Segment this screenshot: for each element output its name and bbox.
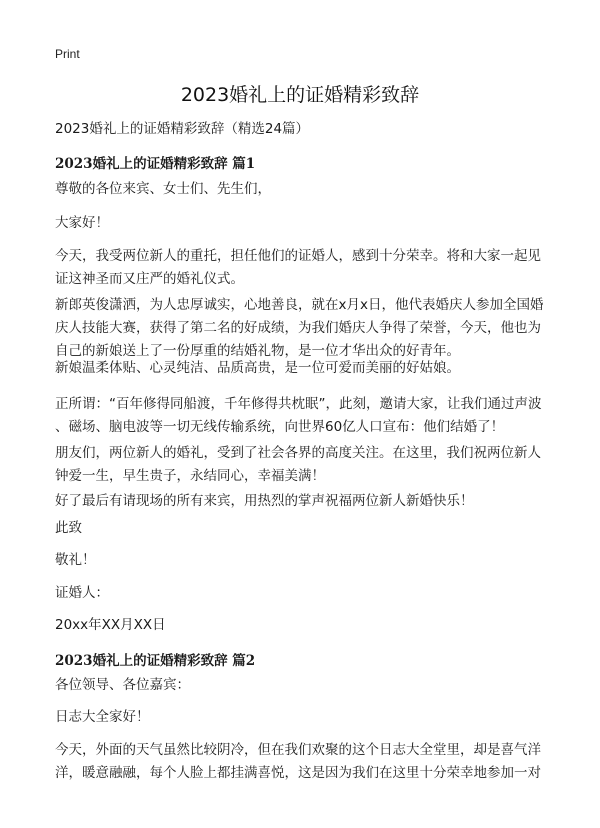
paragraph-line: 庆人技能大赛，获得了第二名的好成绩，为我们婚庆人争得了荣誉，今天，他也为: [55, 320, 541, 336]
paragraph-line: 新娘温柔体贴、心灵纯洁、品质高贵，是一位可爱而美丽的好姑娘。: [55, 360, 460, 376]
hello-line: 日志大全家好！: [55, 709, 150, 725]
print-link[interactable]: Print: [55, 47, 80, 61]
paragraph-line: 、磁场、脑电波等一切无线传输系统，向世界60亿人口宣布：他们结婚了！: [55, 419, 505, 435]
closing-line: 敬礼！: [55, 552, 96, 568]
hello-line: 大家好！: [55, 215, 109, 231]
paragraph-line: 今天，外面的天气虽然比较阴冷，但在我们欢聚的这个日志大全堂里，却是喜气洋: [55, 742, 541, 758]
paragraph-line: 洋，暖意融融，每个人脸上都挂满喜悦，这是因为我们在这里十分荣幸地参加一对: [55, 765, 541, 781]
paragraph-line: 朋友们，两位新人的婚礼，受到了社会各界的高度关注。在这里，我们祝两位新人: [55, 445, 541, 461]
paragraph-line: 今天，我受两位新人的重托，担任他们的证婚人，感到十分荣幸。将和大家一起见: [55, 248, 541, 264]
paragraph-line: 证这神圣而又庄严的婚礼仪式。: [55, 271, 244, 287]
closing-line: 此致: [55, 520, 82, 536]
paragraph-line: 好了最后有请现场的所有来宾，用热烈的掌声祝福两位新人新婚快乐！: [55, 493, 474, 509]
document-subtitle: 2023婚礼上的证婚精彩致辞（精选24篇）: [55, 121, 310, 137]
paragraph-line: 正所谓：“百年修得同船渡，千年修得共枕眠”，此刻，邀请大家，让我们通过声波: [55, 396, 542, 412]
paragraph-line: 自己的新娘送上了一份厚重的结婚礼物，是一位才华出众的好青年。: [55, 343, 460, 359]
paragraph-line: 新郎英俊潇洒，为人忠厚诚实，心地善良，就在x月x日，他代表婚庆人参加全国婚: [55, 297, 544, 313]
section-heading-2: 2023婚礼上的证婚精彩致辞 篇2: [55, 653, 256, 669]
greeting-line: 尊敬的各位来宾、女士们、先生们，: [55, 181, 271, 197]
page-title: 2023婚礼上的证婚精彩致辞: [180, 84, 420, 106]
paragraph-line: 钟爱一生，早生贵子，永结同心，幸福美满！: [55, 468, 325, 484]
greeting-line: 各位领导、各位嘉宾：: [55, 677, 190, 693]
signer-line: 证婚人：: [55, 585, 109, 601]
date-line: 20xx年XX月XX日: [55, 617, 166, 633]
section-heading-1: 2023婚礼上的证婚精彩致辞 篇1: [55, 156, 256, 172]
